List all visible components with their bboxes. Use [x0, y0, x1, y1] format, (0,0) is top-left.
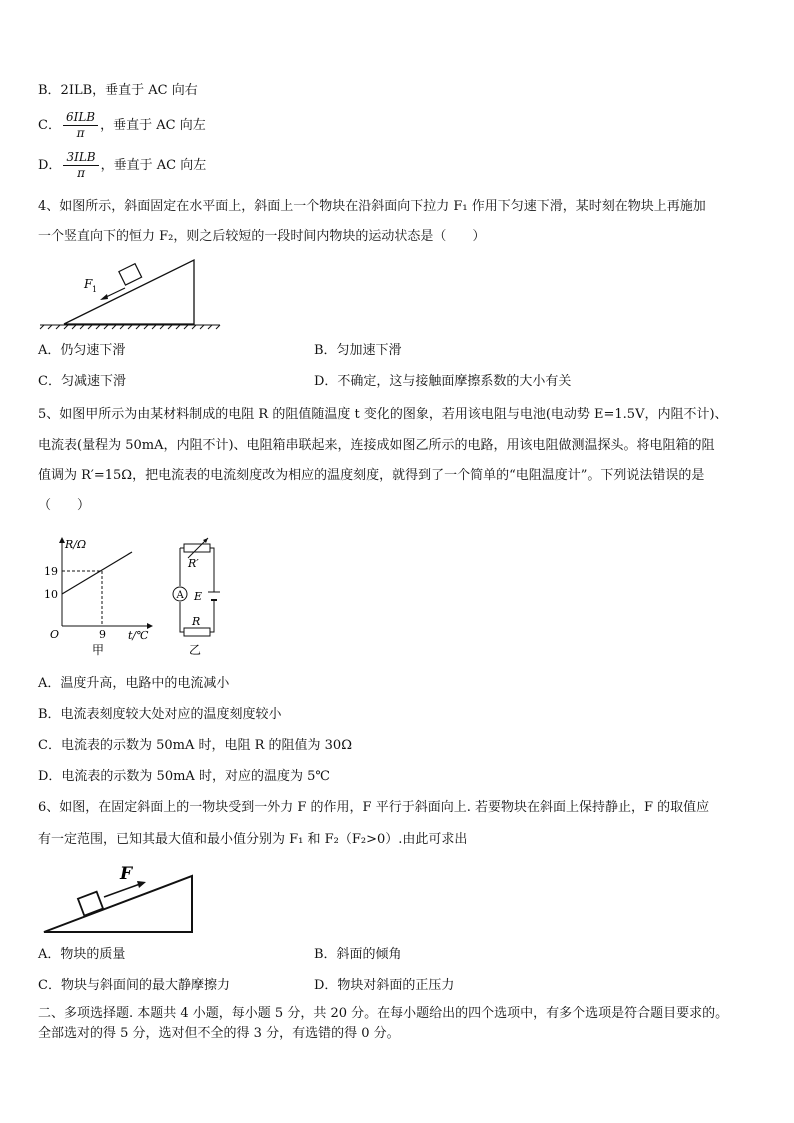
q6-option-b: B．斜面的倾角 — [314, 947, 402, 962]
q5-battery — [208, 592, 220, 600]
q3-option-d-label: D． — [38, 158, 62, 173]
q5-rheostat — [184, 538, 210, 558]
q5-option-b: B．电流表刻度较大处对应的温度刻度较小 — [38, 707, 282, 722]
q5-graph-xlabel: t/℃ — [128, 629, 149, 642]
q3-option-b: B．2ILB，垂直于 AC 向右 — [38, 83, 198, 98]
q5-graph-ylabel: R/Ω — [65, 538, 87, 551]
section2-line2: 全部选对的得 5 分，选对但不全的得 3 分，有选错的得 0 分。 — [38, 1026, 400, 1041]
q6-force-label: F — [120, 864, 133, 884]
q6-option-d: D．物块对斜面的正压力 — [314, 978, 455, 993]
q3-option-c-tail: ，垂直于 AC 向左 — [100, 118, 206, 133]
q3-option-d-denominator: π — [77, 166, 85, 180]
q5-option-c: C．电流表的示数为 50mA 时，电阻 R 的阻值为 30Ω — [38, 738, 352, 753]
q6-option-c: C．物块与斜面间的最大静摩擦力 — [38, 978, 230, 993]
q3-option-c-fraction — [63, 110, 98, 141]
q6-stem-line1: 6、如图，在固定斜面上的一物块受到一外力 F 的作用，F 平行于斜面向上. 若要物块在斜面上保持静止，F 的取值应 — [38, 800, 710, 815]
q5-resistor — [184, 628, 210, 636]
q5-graph-origin: O — [50, 628, 60, 641]
q6-incline — [44, 876, 192, 932]
q6-incline-figure — [40, 860, 200, 936]
q3-option-c-label: C． — [38, 118, 61, 133]
q3-option-d — [38, 150, 206, 181]
q4-ground-hatch — [40, 325, 220, 329]
q3-option-d-tail: ，垂直于 AC 向左 — [100, 158, 207, 173]
q5-stem-line2: 电流表(量程为 50mA，内阻不计)、电阻箱串联起来，连接成如图乙所示的电路，用该电阻做测温探头。将电阻箱的阻 — [38, 438, 715, 453]
q6-stem-line2: 有一定范围，已知其最大值和最小值分别为 F₁ 和 F₂（F₂>0）.由此可求出 — [38, 832, 468, 847]
q4-stem-line1: 4、如图所示，斜面固定在水平面上，斜面上一个物块在沿斜面向下拉力 F₁ 作用下匀速下滑，某时刻在物块上再施加 — [38, 199, 706, 214]
q3-option-c-numerator: 6ILB — [63, 110, 98, 126]
q5-ammeter-label: A — [176, 590, 184, 601]
q4-option-b: B．匀加速下滑 — [314, 343, 402, 358]
q4-option-c: C．匀减速下滑 — [38, 374, 126, 389]
q4-force-arrow — [100, 288, 125, 300]
q5-stem-line3: 值调为 R′=15Ω，把电流表的电流刻度改为相应的温度刻度，就得到了一个简单的“电阻温度计”。下列说法错误的是 — [38, 468, 705, 483]
q4-option-d: D．不确定，这与接触面摩擦系数的大小有关 — [314, 374, 572, 389]
q4-stem-line2: 一个竖直向下的恒力 F₂，则之后较短的一段时间内物块的运动状态是（ ） — [38, 229, 486, 244]
q5-graph-xtick-9: 9 — [99, 628, 106, 641]
q5-rheostat-label: R′ — [188, 557, 199, 570]
q5-stem-line1: 5、如图甲所示为由某材料制成的电阻 R 的阻值随温度 t 变化的图象，若用该电阻与电池(电动势 E=1.5V，内阻不计)、 — [38, 407, 728, 422]
q5-option-d: D．电流表的示数为 50mA 时，对应的温度为 5℃ — [38, 769, 330, 784]
q5-graph-line — [62, 552, 132, 594]
q5-circuit-yi — [158, 534, 238, 658]
q3-option-d-fraction — [63, 150, 98, 181]
q5-graph-jia — [40, 534, 160, 656]
q5-resistor-label: R — [192, 615, 201, 628]
q4-option-a: A．仍匀速下滑 — [38, 343, 126, 358]
q6-option-a: A．物块的质量 — [38, 947, 126, 962]
q4-incline-figure — [36, 254, 226, 330]
q3-option-c — [38, 110, 206, 141]
q5-graph-caption: 甲 — [92, 643, 105, 656]
q4-force-label: F — [84, 277, 93, 291]
q5-graph-ytick-10: 10 — [44, 588, 58, 601]
section2-line1: 二、多项选择题. 本题共 4 小题，每小题 5 分，共 20 分。在每小题给出的四个选项中，有多个选项是符合题目要求的。 — [38, 1006, 729, 1021]
q5-graph-ytick-19: 19 — [44, 565, 58, 578]
q5-option-a: A．温度升高，电路中的电流减小 — [38, 676, 230, 691]
q4-force-subscript: 1 — [92, 285, 98, 294]
q5-stem-line4: （ ） — [38, 498, 91, 513]
q3-option-c-denominator: π — [76, 126, 85, 140]
q5-battery-label: E — [194, 590, 203, 603]
q3-option-d-numerator: 3ILB — [63, 150, 98, 166]
q4-block — [119, 264, 142, 285]
q5-circuit-caption: 乙 — [189, 643, 202, 657]
